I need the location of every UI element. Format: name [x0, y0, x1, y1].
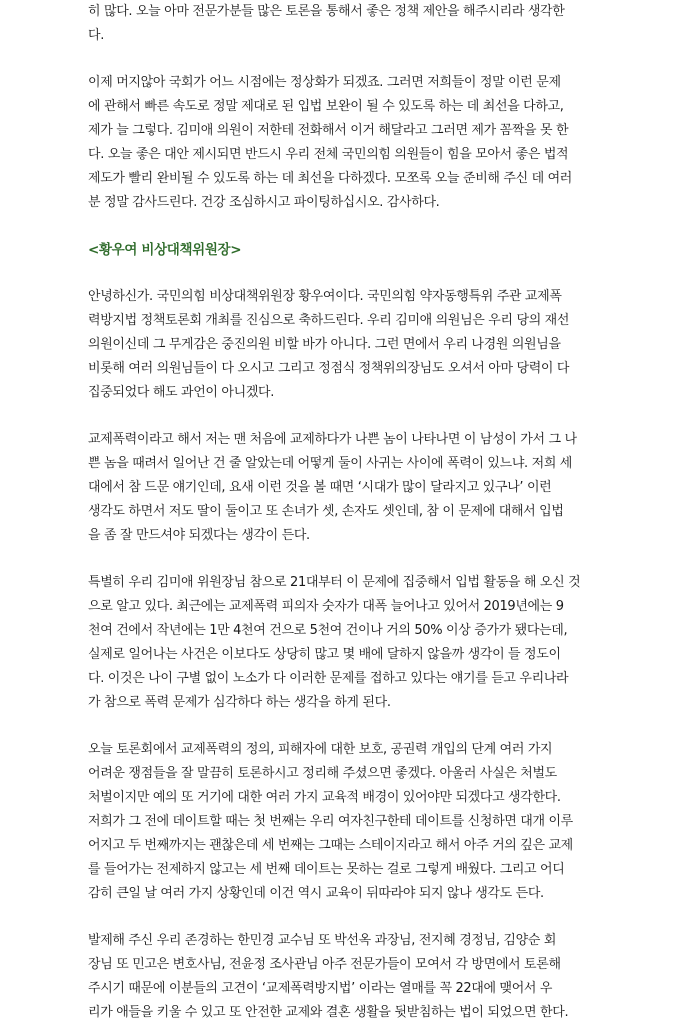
paragraph-gap — [88, 48, 614, 71]
text-line: 장님 또 민고은 변호사님, 전윤정 조사관님 아주 전문가들이 모여서 각 방면에서 토론해 — [88, 957, 561, 972]
text-line: 을 좀 잘 만드셔야 되겠다는 생각이 든다. — [88, 528, 310, 543]
text-line: 다. 이것은 나이 구별 없이 노소가 다 이러한 문제를 접하고 있다는 얘기를 듣고 우리나라 — [88, 671, 569, 686]
text-line: 제도가 빨리 완비될 수 있도록 하는 데 최선을 다하겠다. 모쪼록 오늘 준비해 주신 데 여러 — [88, 171, 573, 186]
paragraph — [88, 571, 614, 715]
text-line: 오늘 토론회에서 교제폭력의 정의, 피해자에 대한 보호, 공권력 개입의 단계 여러 가지 — [88, 742, 553, 757]
paragraph — [88, 71, 614, 215]
text-line: 리가 애들을 키울 수 있고 또 안전한 교제와 결혼 생활을 뒷받침하는 법이 되었으면 한다. — [88, 1005, 569, 1020]
text-line: 처벌이지만 예의 또 거기에 대한 여러 가지 교육적 배경이 있어야만 되겠다고 생각한다. — [88, 790, 561, 805]
text-line: 이제 머지않아 국회가 어느 시점에는 정상화가 되겠죠. 그러면 저희들이 정말 이런 문제 — [88, 75, 561, 90]
text-line: 의원이신데 그 무게감은 중진의원 비할 바가 아니다. 그런 면에서 우리 나경원 의원님을 — [88, 337, 561, 352]
text-line: 어려운 쟁점들을 잘 말끔히 토론하시고 정리해 주셨으면 좋겠다. 아울러 사실은 처벌도 — [88, 766, 557, 781]
text-line: 발제해 주신 우리 존경하는 한민경 교수님 또 박선옥 과장님, 전지혜 경정님, 김양순 회 — [88, 933, 557, 948]
paragraph-gap — [88, 548, 614, 571]
paragraph — [88, 285, 614, 405]
paragraph-gap — [88, 906, 614, 929]
text-line: 저희가 그 전에 데이트할 때는 첫 번째는 우리 여자친구한테 데이트를 신청하면 대개 이루 — [88, 814, 573, 829]
text-line: 대에서 참 드문 얘기인데, 요새 이런 것을 볼 때면 ‘시대가 많이 달라지고 있구나’ 이런 — [88, 480, 552, 495]
text-line: 감히 큰일 날 여러 가지 상황인데 이건 역시 교육이 뒤따라야 되지 않나 생각도 든다. — [88, 886, 544, 901]
document-body — [88, 0, 614, 1025]
paragraph-gap — [88, 215, 614, 238]
paragraph — [88, 428, 614, 548]
text-line: 력방지법 정책토론회 개최를 진심으로 축하드린다. 우리 김미애 의원님은 우리 당의 재선 — [88, 313, 570, 328]
speaker-heading: <황우여 비상대책위원장> — [88, 242, 242, 258]
text-line: 제가 늘 그렇다. 김미애 의원이 저한테 전화해서 이거 해달라고 그러면 제가 꼼짝을 못 한 — [88, 123, 569, 138]
text-line: 특별히 우리 김미애 위원장님 참으로 21대부터 이 문제에 집중해서 입법 활동을 해 오신 것 — [88, 575, 581, 590]
text-line: 주시기 때문에 이분들의 고견이 ‘교제폭력방지법’ 이라는 열매를 꼭 22대에 맺어서 우 — [88, 981, 553, 996]
text-line: 에 관해서 빠른 속도로 정말 제대로 된 입법 보완이 될 수 있도록 하는 데 최선을 다하고, — [88, 99, 564, 114]
text-line: 생각도 하면서 저도 딸이 둘이고 또 손녀가 셋, 손자도 셋인데, 참 이 문제에 대해서 입법 — [88, 504, 564, 519]
paragraph-gap — [88, 715, 614, 738]
paragraph — [88, 929, 614, 1025]
paragraph — [88, 738, 614, 906]
text-line: 안녕하신가. 국민의힘 비상대책위원장 황우여이다. 국민의힘 약자동행특위 주관 교제폭 — [88, 289, 562, 304]
text-line: 히 많다. 오늘 아마 전문가분들 많은 토론을 통해서 좋은 정책 제안을 해주시리라 생각한 — [88, 4, 565, 19]
text-line: 으로 알고 있다. 최근에는 교제폭력 피의자 숫자가 대폭 늘어나고 있어서 2019년에는 9 — [88, 599, 564, 614]
text-line: 를 들어가는 전제하지 않고는 세 번째 데이트는 못하는 걸로 그렇게 배웠다. 그리고 어디 — [88, 862, 565, 877]
text-line: 실제로 일어나는 사건은 이보다도 상당히 많고 몇 배에 달하지 않을까 생각이 들 정도이 — [88, 647, 561, 662]
text-line: 천여 건에서 작년에는 1만 4천여 건으로 5천여 건이나 거의 50% 이상 증가가 됐다는데, — [88, 623, 568, 638]
text-line: 교제폭력이라고 해서 저는 맨 처음에 교제하다가 나쁜 놈이 나타나면 이 남성이 가서 그 나 — [88, 432, 577, 447]
text-line: 어지고 두 번째까지는 괜찮은데 세 번째는 그때는 스테이지라고 해서 아주 거의 깊은 교제 — [88, 838, 573, 853]
text-line: 다. 오늘 좋은 대안 제시되면 반드시 우리 전체 국민의힘 의원들이 힘을 모아서 좋은 법적 — [88, 147, 569, 162]
paragraph-gap — [88, 405, 614, 428]
text-line: 집중되었다 해도 과언이 아니겠다. — [88, 385, 275, 400]
text-line: 비롯해 여러 의원님들이 다 오시고 그리고 정점식 정책위의장님도 오셔서 아마 당력이 다 — [88, 361, 570, 376]
text-line: 쁜 놈을 때려서 일어난 건 줄 알았는데 어떻게 둘이 사귀는 사이에 폭력이 있느냐. 저희 세 — [88, 456, 573, 471]
paragraph — [88, 0, 614, 48]
text-line: 분 정말 감사드린다. 건강 조심하시고 파이팅하십시오. 감사하다. — [88, 195, 440, 210]
text-line: 다. — [88, 28, 104, 43]
text-line: 가 참으로 폭력 문제가 심각하다 하는 생각을 하게 된다. — [88, 695, 391, 710]
paragraph-gap — [88, 262, 614, 285]
